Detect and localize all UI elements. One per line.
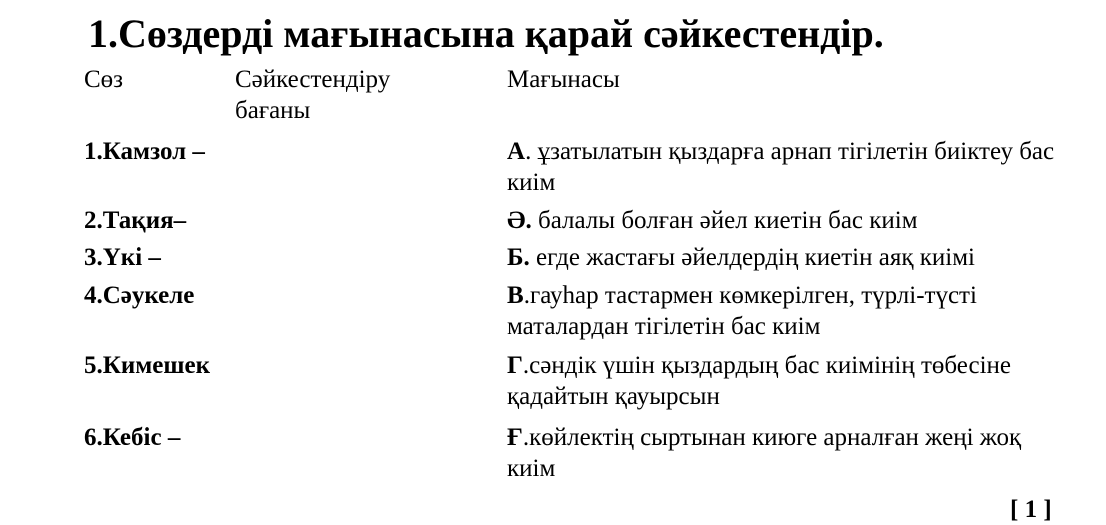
- row-letter: Ә.: [507, 207, 532, 234]
- row-letter: Г: [507, 352, 523, 379]
- column-header-meaning: Мағынасы: [507, 66, 620, 93]
- row-letter: А: [507, 138, 526, 165]
- score-mark: [ 1 ]: [1010, 496, 1052, 523]
- row-letter: Ғ: [507, 424, 523, 451]
- row-meaning: [507, 350, 1067, 412]
- row-word: 6.Кебіс –: [84, 424, 181, 451]
- row-word: 2.Тақия–: [84, 207, 187, 234]
- row-meaning-text: .көйлектің сыртынан киюге арналған жеңі жоқ киім: [507, 424, 1022, 482]
- row-meaning: [507, 205, 1067, 236]
- row-letter: В: [507, 282, 524, 309]
- row-word: 3.Үкі –: [84, 244, 161, 271]
- row-meaning-text: .сәндік үшін қыздардың бас киімінің төбесіне қадайтын қауырсын: [507, 352, 1012, 410]
- row-meaning-text: . ұзатылатын қыздарға арнап тігілетін биіктеу бас киім: [507, 138, 1055, 196]
- row-word: 5.Кимешек: [84, 352, 211, 379]
- row-meaning-text: егде жастағы әйелдердің киетін аяқ киімі: [529, 244, 975, 271]
- row-letter: Б.: [507, 244, 530, 271]
- column-header-word: Сөз: [84, 66, 124, 93]
- row-meaning-text: балалы болған әйел киетін бас киім: [531, 207, 918, 234]
- row-word: 1.Камзол –: [84, 138, 205, 165]
- row-meaning: [507, 422, 1067, 484]
- row-meaning-text: .гауһар тастармен көмкерілген, түрлі-түсті маталардан тігілетін бас киім: [507, 282, 977, 340]
- column-header-match: Сәйкестендіру бағаны: [235, 66, 391, 124]
- row-meaning: [507, 280, 1067, 342]
- task-title: 1.Сөздерді мағынасына қарай сәйкестендір.: [88, 11, 884, 56]
- row-word: 4.Сәукеле: [84, 282, 195, 309]
- row-meaning: [507, 136, 1067, 198]
- row-meaning: [507, 242, 1067, 273]
